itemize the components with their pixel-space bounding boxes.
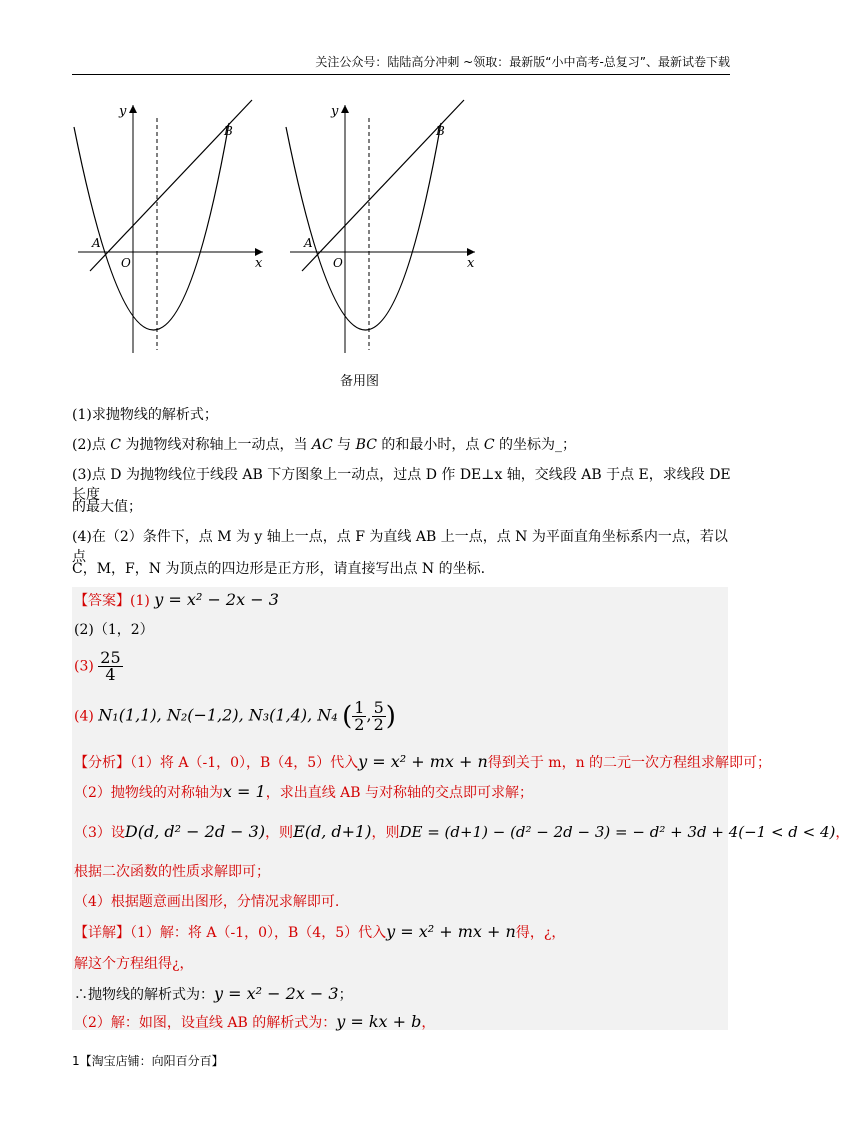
origin-label: O [121, 256, 131, 270]
y-axis-label: y [119, 104, 127, 119]
figure-backup [286, 100, 475, 353]
analysis-4: （4）根据题意画出图形，分情况求解即可. [74, 894, 340, 910]
question-2: (2)点 C 为抛物线对称轴上一动点，当 AC 与 BC 的和最小时，点 C 的坐标为_； [72, 437, 576, 453]
point-a-label: A [92, 236, 101, 250]
detail-4: （2）解：如图，设直线 AB 的解析式为：y = kx + b， [74, 1012, 436, 1031]
x-axis-label-2: x [467, 256, 475, 271]
detail-2: 解这个方程组得¿， [74, 956, 194, 972]
answer-3: (3) $\frac{25}{4}$ [74, 648, 121, 684]
answer-3-fraction: $\frac{25}{4}$ [100, 648, 121, 684]
point-b-label-2: B [436, 124, 445, 138]
page-footer: 1【淘宝店铺：向阳百分百】 [72, 1054, 224, 1068]
figure-caption: 备用图 [340, 374, 380, 389]
question-1: (1)求抛物线的解析式； [72, 407, 218, 423]
page-header [72, 52, 730, 75]
answer-4-expr: N₁(1,1), N₂(−1,2), N₃(1,4), N₄ [98, 705, 338, 725]
answer-2: (2)（1，2） [74, 622, 154, 638]
question-3-line-2: 的最大值； [72, 499, 142, 515]
analysis-1: 【分析】（1）将 A（-1，0），B（4，5）代入y = x² + mx + n得到关于 m，n 的二元一次方程组求解即可； [74, 752, 772, 771]
analysis-3: （3）设D(d, d² − 2d − 3)，则E(d, d+1)，则DE = (d+1) − (d² − 2d − 3) = − d² + 3d + 4(−1 < d < 4)， [74, 822, 849, 841]
x-axis-label: x [255, 256, 263, 271]
detail-3: ∴抛物线的解析式为：y = x² − 2x − 3； [74, 984, 353, 1003]
question-3-line-1: (3)点 D 为抛物线位于线段 AB 下方图象上一动点，过点 D 作 DE⊥x 轴，交线段 AB 于点 E，求线段 DE 长度 [72, 467, 731, 503]
answer-1: 【答案】(1) y = x² − 2x − 3 [74, 590, 279, 609]
question-4-line-1: (4)在（2）条件下，点 M 为 y 轴上一点，点 F 为直线 AB 上一点，点 N 为平面直角坐标系内一点，若以点 [72, 529, 728, 565]
origin-label-2: O [333, 256, 343, 270]
detail-tag: 【详解】 [74, 925, 130, 941]
answer-4: (4) N₁(1,1), N₂(−1,2), N₃(1,4), N₄ ( $\frac{1}{2}$ , $\frac{5}{2}$ ) [74, 698, 396, 734]
y-axis-label-2: y [331, 104, 339, 119]
question-4-line-2: C，M，F，N 为顶点的四边形是正方形，请直接写出点 N 的坐标. [72, 561, 486, 577]
parabola-figures [66, 95, 496, 395]
figure-main [74, 100, 263, 353]
analysis-2: （2）抛物线的对称轴为x = 1，求出直线 AB 与对称轴的交点即可求解； [74, 782, 534, 801]
answer-1-expr: y = x² − 2x − 3 [154, 590, 279, 609]
point-a-label-2: A [304, 236, 313, 250]
detail-1: 【详解】（1）解：将 A（-1，0），B（4，5）代入y = x² + mx + n得，¿， [74, 922, 566, 941]
answer-tag: 【答案】 [74, 593, 130, 609]
analysis-tag: 【分析】 [74, 755, 130, 771]
header-text: 关注公众号：陆陆高分冲刺 ~领取：最新版“小中高考-总复习”、最新试卷下载 [315, 55, 730, 69]
analysis-3-line-2: 根据二次函数的性质求解即可； [74, 864, 270, 880]
point-b-label: B [224, 124, 233, 138]
